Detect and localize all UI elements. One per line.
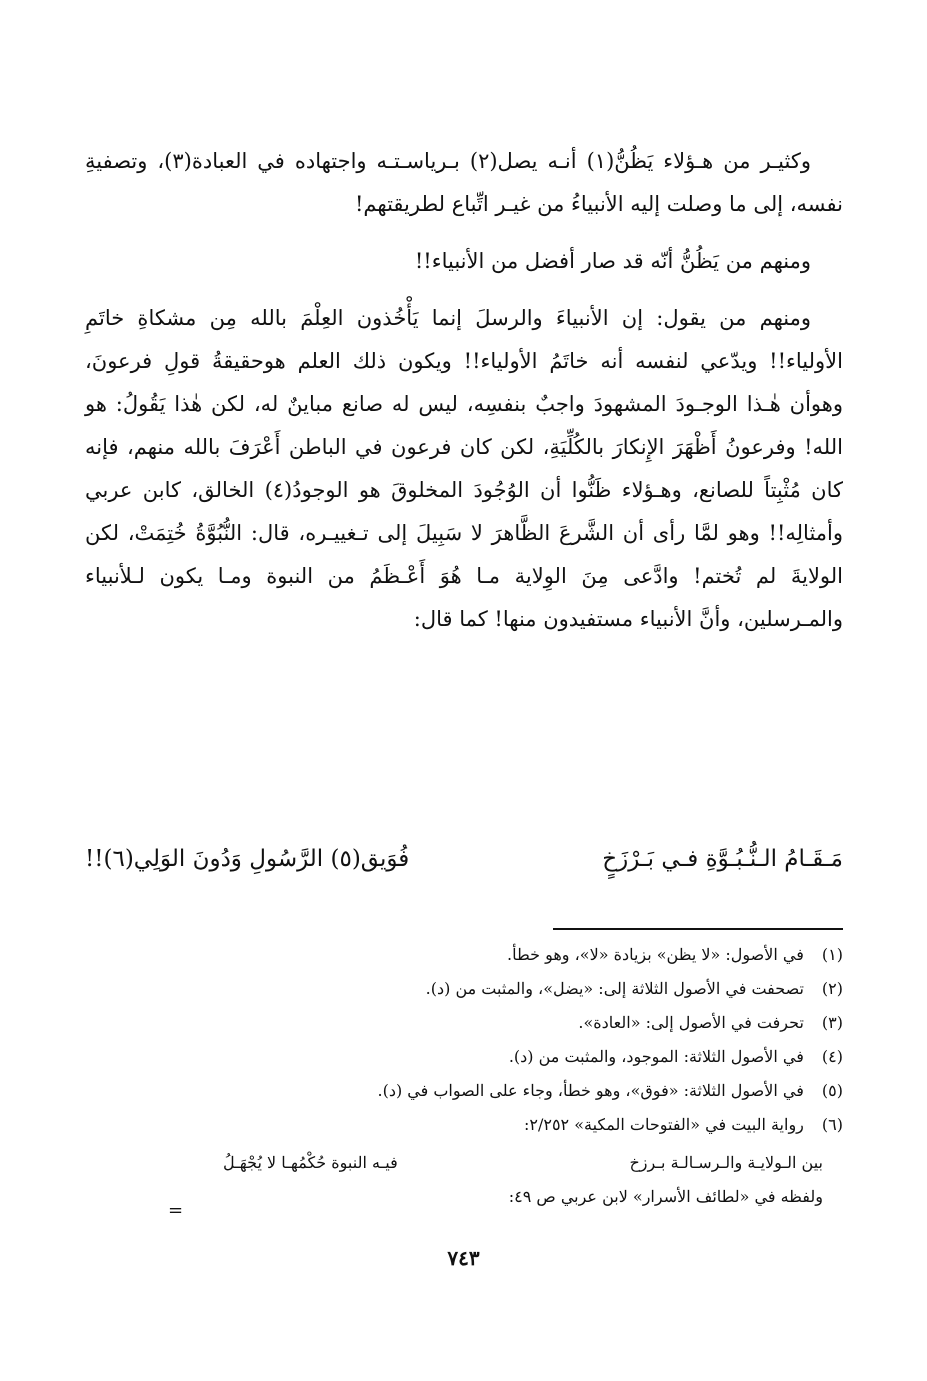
footnote	[85, 1074, 843, 1108]
main-text	[85, 140, 843, 655]
verse-second-hemistich: فُوَيق(٥) الرَّسُولِ وَدُونَ الوَلِي(٦)!!	[85, 846, 410, 872]
footnote-number: (٤)	[821, 1047, 843, 1066]
footnote	[85, 972, 843, 1006]
footnote	[85, 938, 843, 972]
footnote-text: في الأصول: «لا يظن» بزيادة «لا»، وهو خطأ.	[507, 945, 804, 964]
footnote-number: (٣)	[821, 1013, 843, 1032]
footnote-tail: ولفظه في «لطائف الأسرار» لابن عربي ص ٤٩:	[508, 1187, 823, 1206]
footnote-number: (٦)	[821, 1115, 843, 1134]
footnote-divider	[553, 928, 843, 930]
footnote-verse	[223, 1146, 843, 1180]
footnote-text: في الأصول الثلاثة: «فوق»، وهو خطأ، وجاء على الصواب في (د).	[377, 1081, 804, 1100]
footnote-number: (٢)	[821, 979, 843, 998]
footnote-verse-first: بين الـولايـة والـرسـالـة بـرزخ	[629, 1153, 823, 1172]
footnote	[85, 1006, 843, 1040]
verse-first-hemistich: مَـقَـامُ الـنُّـبُـوَّةِ فـي بَـرْزَخٍ	[602, 846, 843, 872]
poetry-verse	[85, 846, 843, 872]
footnote	[85, 1108, 843, 1142]
paragraph: وكثيـر من هـؤلاء يَظُنُّ(١) أنـه يصل(٢) بـرياسـتـه واجتهاده في العبادة(٣)، وتصفيةِ نفسه، إلى ما وصلت إليه الأنبياءُ من غيـر اتِّباع لطريقتهم!	[85, 149, 843, 216]
footnote	[85, 1040, 843, 1074]
footnote-text: تصحفت في الأصول الثلاثة إلى: «يضل»، والمثبت من (د).	[425, 979, 804, 998]
paragraph: ومنهم من يَظُنُّ أنّه قد صار أفضل من الأنبياء!!	[414, 249, 811, 273]
paragraph: ومنهم من يقول: إن الأنبياءَ والرسلَ إنما يَأْخُذون العِلْمَ بالله مِن مشكاةِ خاتَمِ الأولياء!! ويدّعي لنفسه أنه خاتَمُ الأولياء!! ويكون ذلك العلم هوحقيقةُ قولِ فرعونَ، وهوأن هٰـذا الوجـودَ المشهودَ واجبٌ بنفسِه، ليس له صانع مباينٌ له، لكن هٰذا يَقُولُ: هو الله! وفرعونُ أَظْهَرَ الإِنكارَ بالكُلِّيَةِ، لكن كان فرعون في الباطن أَعْرَفَ بالله منهم، فإنه كان مُثْبِتاً للصانع، وهـؤلاء ظَنُّوا أن الوُجُودَ المخلوقَ هو الوجودُ(٤) الخالق، كابن عربي وأمثالِه!! وهو لمَّا رأى أن الشَّرعَ الظَّاهرَ لا سَبِيلَ إلى تـغييـره، قال: النُّبُوَّةُ خُتِمَتْ، لكن الولايةَ لم تُختم! وادَّعى مِنَ الوِلاية مـا هُوَ أَعْـظَمُ من النبوة ومـا يكون لـلأنبياء والمـرسلين، وأنَّ الأنبياء مستفيدون منها! كما قال:	[85, 306, 843, 631]
footnote-text: تحرفت في الأصول إلى: «العادة».	[578, 1013, 804, 1032]
footnote-text: رواية البيت في «الفتوحات المكية» ٢/٢٥٢:	[523, 1115, 804, 1134]
footnotes	[85, 938, 843, 1214]
footnote-text: في الأصول الثلاثة: الموجود، والمثبت من (د).	[508, 1047, 804, 1066]
footnote-number: (١)	[821, 945, 843, 964]
footnote-verse-second: فيـه النبوة حُكْمُهـا لا يُجْهَـلُ	[223, 1153, 398, 1172]
page-number: ٧٤٣	[447, 1246, 480, 1270]
continuation-mark: =	[168, 1200, 184, 1221]
footnote-number: (٥)	[821, 1081, 843, 1100]
